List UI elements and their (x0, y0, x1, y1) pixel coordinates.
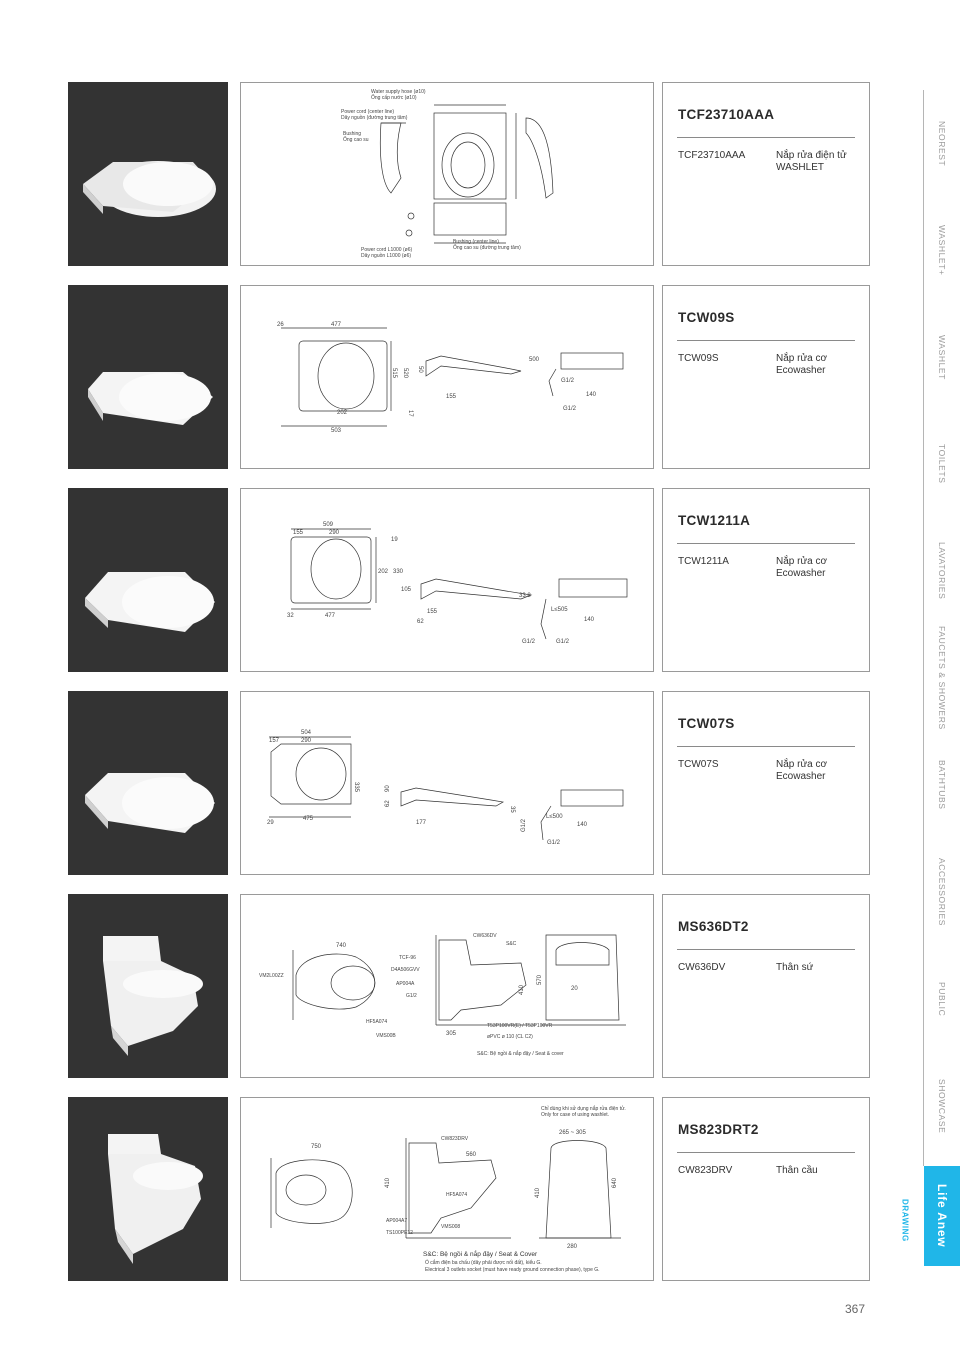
sidebar-item-bathtubs[interactable]: BATHTUBS (937, 760, 947, 810)
product-photo (68, 285, 228, 469)
divider (677, 949, 855, 950)
dimension-label: 520 (402, 368, 408, 379)
technical-drawing (240, 285, 654, 469)
washlet-seat-image (73, 723, 223, 843)
sidebar-item-showcase[interactable]: SHOWCASE (937, 1078, 947, 1134)
drawing-note: Dây nguồn (đường trung tâm) (341, 115, 408, 121)
drawing-note: øPVC ø 110 (CL C2) (487, 1034, 533, 1040)
technical-drawing (240, 82, 654, 266)
dimension-label: 202 (378, 569, 389, 575)
dimension-label: 19 (391, 537, 398, 543)
dimension-label: 202 (337, 410, 348, 416)
drawing-note: Bushing (343, 131, 362, 137)
product-photo (68, 894, 228, 1078)
washlet-seat-image (73, 317, 223, 437)
dimension-label: 305 (446, 1031, 457, 1037)
product-description: Nắp rửa cơ Ecowasher (776, 556, 828, 579)
drawing-note: HF5A074 (366, 1019, 388, 1025)
tab-life-anew[interactable]: Life Anew (924, 1166, 960, 1266)
product-description: Thân sứ (776, 962, 814, 973)
drawing-note: Bushing (center line) (453, 239, 499, 245)
product-row-ms823drt2 (68, 1097, 870, 1281)
dimension-label: 290 (329, 530, 340, 536)
dimension-label: 90 (385, 785, 391, 792)
product-code: CW636DV (678, 962, 726, 973)
dimension-label: 155 (446, 394, 457, 400)
drawing-note: CW823DRV (441, 1136, 469, 1142)
dimension-label: 477 (331, 322, 342, 328)
drawing-note: CW636DV (473, 933, 497, 939)
dimension-label: 515 (391, 368, 397, 379)
dimension-label: 155 (293, 530, 304, 536)
section-label-drawing: DRAWING (900, 1198, 910, 1242)
product-description: Thân cầu (776, 1165, 818, 1176)
drawing-note: Power cord L1000 (ø6) (361, 247, 413, 253)
dimension-label: L≤505 (551, 607, 568, 613)
dimension-label: 33.8 (519, 593, 531, 599)
drawing-note: Only for case of using washlet. (541, 1112, 610, 1118)
product-info (662, 488, 870, 672)
product-photo (68, 691, 228, 875)
dimension-label: 330 (393, 569, 404, 575)
toilet-image (73, 1104, 223, 1274)
product-info (662, 82, 870, 266)
drawing-note: Electrical 3 outlets socket (must have ready ground connection phase), type G. (425, 1267, 600, 1273)
drawing-note: Dây nguồn L1000 (ø6) (361, 253, 412, 259)
dimension-label: 35 (509, 806, 515, 813)
toilet-image (73, 906, 223, 1066)
dimension-label: 504 (301, 730, 312, 736)
drawing-note: HF5A074 (446, 1192, 468, 1198)
product-code: TCW09S (678, 353, 719, 364)
drawing-note: VMS00B (376, 1033, 396, 1039)
product-row-tcw09s (68, 285, 870, 469)
drawing-note: Ống cao su (đường trung tâm) (453, 245, 521, 251)
drawing-note: Ổ cắm điện ba chấu (dây phải được nối đất), kiểu G. (425, 1260, 542, 1266)
dimension-label: 475 (303, 816, 314, 822)
product-row-tcw07s (68, 691, 870, 875)
product-title: TCF23710AAA (678, 107, 775, 122)
dimension-label: G1/2 (563, 406, 577, 412)
product-row-ms636dt2 (68, 894, 870, 1078)
product-title: MS823DRT2 (678, 1122, 759, 1137)
dimension-label: 62 (417, 619, 424, 625)
product-code: TCW07S (678, 759, 719, 770)
dimension-label: 280 (567, 1244, 578, 1250)
product-photo (68, 488, 228, 672)
sidebar-item-neorest[interactable]: NEOREST (937, 121, 947, 167)
divider (677, 137, 855, 138)
drawing-note: TCF-96 (399, 955, 416, 961)
drawing-note: T53P100VR(E) / T53P100VR (487, 1023, 553, 1029)
product-info (662, 285, 870, 469)
dimension-label: 32 (287, 613, 294, 619)
technical-drawing (240, 1097, 654, 1281)
dimension-label: L≤500 (546, 814, 563, 820)
dimension-label: 17 (407, 410, 413, 417)
dimension-label: 335 (353, 782, 359, 793)
divider (677, 543, 855, 544)
product-title: MS636DT2 (678, 919, 749, 934)
drawing-note: AP004A7 (386, 1218, 408, 1224)
dimension-label: 140 (584, 617, 595, 623)
sidebar-item-washlet[interactable]: WASHLET (937, 334, 947, 380)
product-row-tcf23710aaa (68, 82, 870, 266)
sidebar-item-lavatories[interactable]: LAVATORIES (937, 542, 947, 600)
dimension-label: 50 (417, 366, 423, 373)
dimension-label: 26 (277, 322, 284, 328)
drawing-note: S&C: Bệ ngồi & nắp đậy / Seat & Cover (423, 1251, 538, 1258)
dimension-label: 750 (311, 1144, 322, 1150)
dimension-label: 140 (586, 392, 597, 398)
dimension-label: 140 (577, 822, 588, 828)
dimension-label: 410 (535, 1187, 541, 1198)
dimension-label: 177 (416, 820, 427, 826)
drawing-note: Ống cao su (343, 137, 369, 143)
sidebar-item-public[interactable]: PUBLIC (937, 981, 947, 1017)
product-info (662, 1097, 870, 1281)
divider (677, 1152, 855, 1153)
dimension-label: 477 (325, 613, 336, 619)
page-number: 367 (845, 1302, 866, 1316)
product-title: TCW09S (678, 310, 735, 325)
dimension-label: 20 (571, 986, 578, 992)
technical-drawing (240, 691, 654, 875)
divider (677, 746, 855, 747)
dimension-label: 62 (385, 800, 391, 807)
product-description: Nắp rửa cơ Ecowasher (776, 759, 828, 782)
washlet-seat-image (73, 520, 223, 640)
sidebar-item-faucets-showers[interactable]: FAUCETS & SHOWERS (937, 626, 947, 730)
product-photo (68, 1097, 228, 1281)
product-title: TCW07S (678, 716, 735, 731)
product-title: TCW1211A (678, 513, 751, 528)
product-row-tcw1211a (68, 488, 870, 672)
dimension-label: 290 (301, 738, 312, 744)
dimension-label: 740 (336, 943, 347, 949)
product-description: Nắp rửa điện tử WASHLET (776, 150, 847, 173)
drawing-note: VM2L00ZZ (259, 973, 284, 979)
drawing-note: Ống cấp nước (ø10) (371, 95, 417, 101)
dimension-label: 560 (466, 1152, 477, 1158)
washlet-seat-image (73, 114, 223, 234)
technical-drawing (240, 488, 654, 672)
dimension-label: G1/2 (547, 840, 561, 846)
dimension-label: 265 ~ 305 (559, 1130, 586, 1136)
drawing-note: S&C: Bệ ngồi & nắp đậy / Seat & cover (477, 1051, 564, 1057)
drawing-note: TS100PE12 (386, 1230, 413, 1236)
sidebar-item-accessories[interactable]: ACCESSORIES (937, 857, 947, 926)
dimension-label: 29 (267, 820, 274, 826)
drawing-note: G1/2 (406, 993, 417, 999)
dimension-label: 500 (529, 357, 540, 363)
drawing-note: Chỉ dùng khi sử dụng nắp rửa điện tử. (541, 1106, 626, 1112)
dimension-label: 410 (385, 1177, 391, 1188)
dimension-label: 105 (401, 587, 412, 593)
sidebar-item-toilets[interactable]: TOILETS (937, 444, 947, 484)
divider (677, 340, 855, 341)
product-description: Nắp rửa cơ Ecowasher (776, 353, 828, 376)
dimension-label: G1/2 (556, 639, 570, 645)
sidebar-item-washlet-plus[interactable]: WASHLET+ (937, 224, 947, 276)
dimension-label: G1/2 (521, 818, 527, 832)
product-photo (68, 82, 228, 266)
drawing-note: AP004A (396, 981, 415, 987)
product-code: TCF23710AAA (678, 150, 746, 161)
drawing-note: S&C (506, 941, 517, 947)
drawing-note: VMS008 (441, 1224, 461, 1230)
dimension-label: 157 (269, 738, 280, 744)
dimension-label: 640 (612, 1177, 618, 1188)
drawing-note: D4A506GVV (391, 967, 420, 973)
dimension-label: G1/2 (561, 378, 575, 384)
dimension-label: 570 (537, 974, 543, 985)
dimension-label: 410 (519, 984, 525, 995)
technical-drawing (240, 894, 654, 1078)
product-info (662, 691, 870, 875)
dimension-label: G1/2 (522, 639, 536, 645)
dimension-label: 155 (427, 609, 438, 615)
dimension-label: 509 (323, 522, 334, 528)
product-code: CW823DRV (678, 1165, 733, 1176)
drawing-note: Water supply hose (ø10) (371, 89, 426, 95)
product-code: TCW1211A (678, 556, 729, 567)
product-info (662, 894, 870, 1078)
dimension-label: 503 (331, 428, 342, 434)
drawing-note: Power cord (center line) (341, 109, 395, 115)
